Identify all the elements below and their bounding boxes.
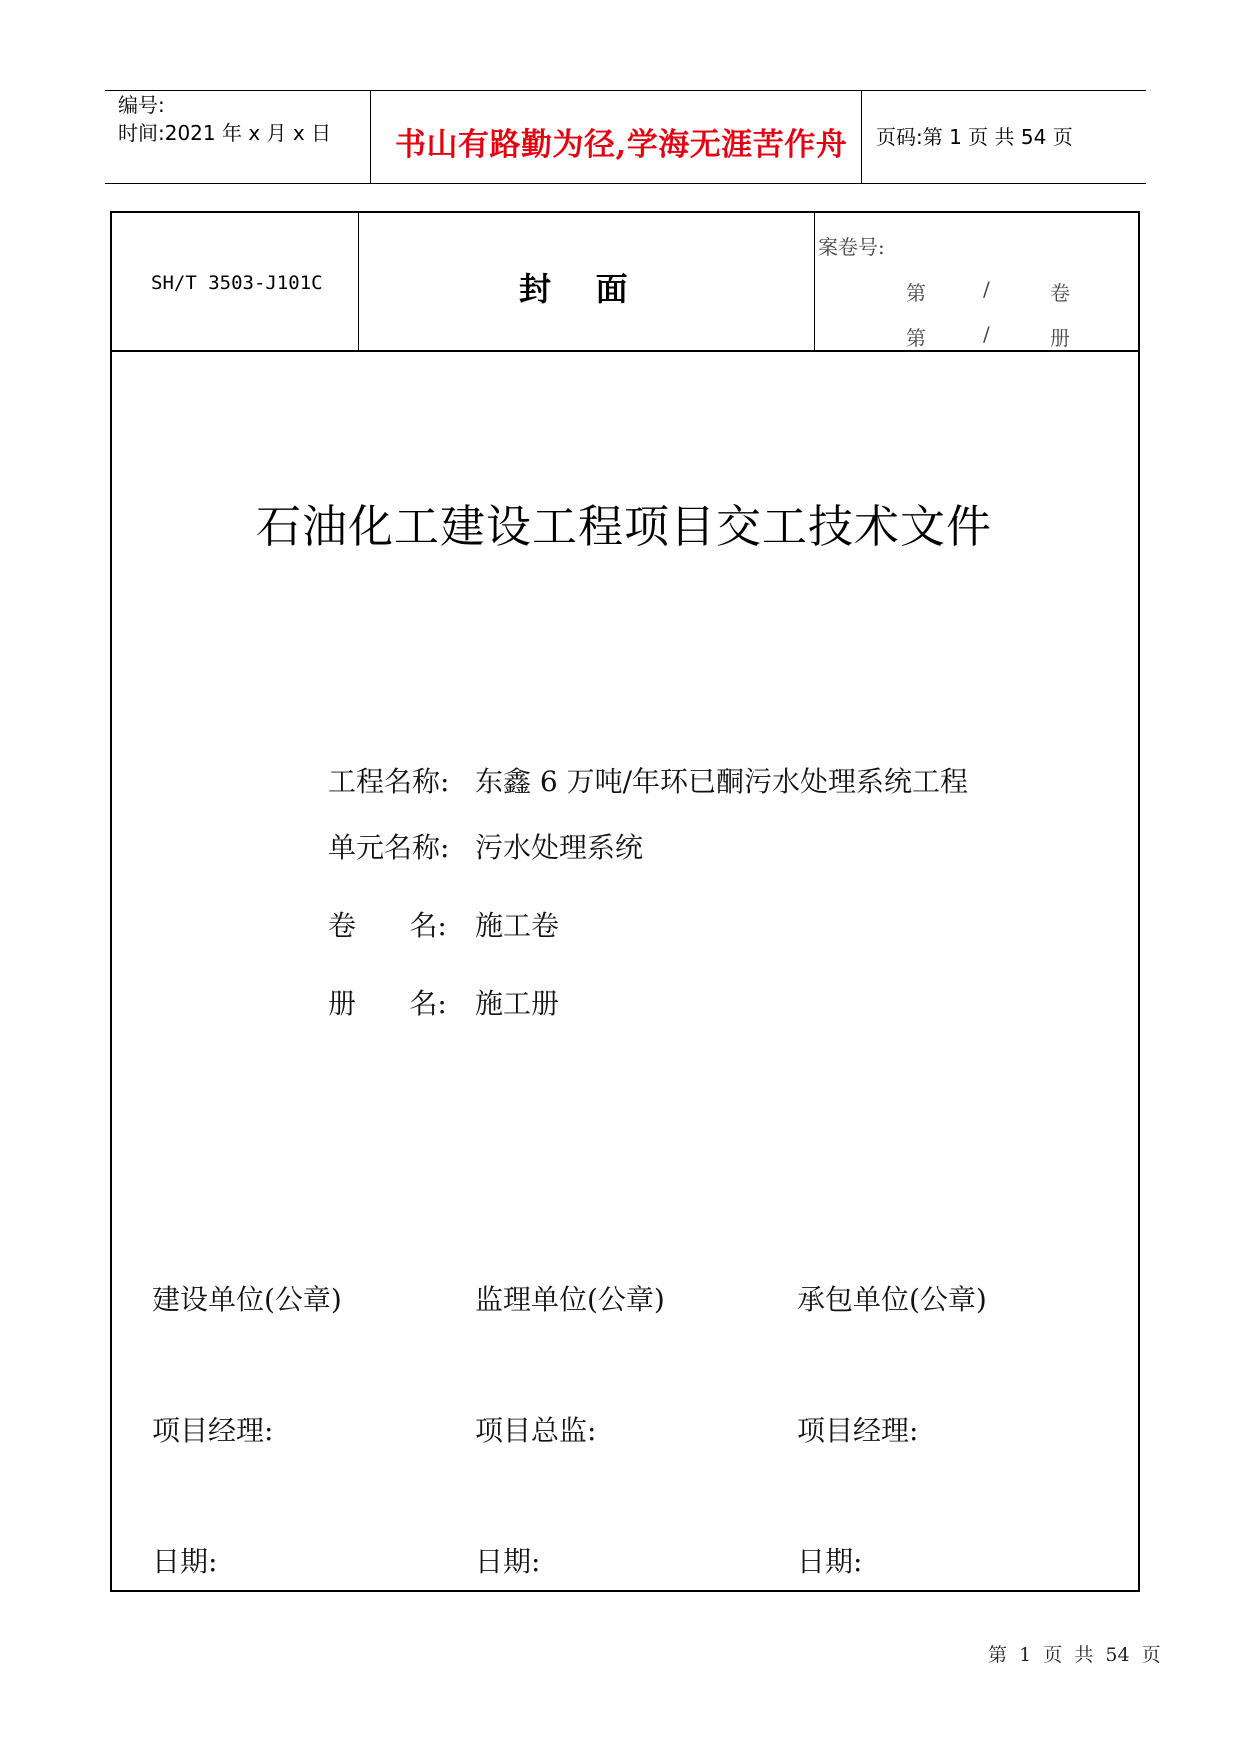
cover-divider-2 bbox=[814, 211, 815, 351]
page-info: 页码:第 1 页 共 54 页 bbox=[876, 125, 1073, 149]
owner-date: 日期: bbox=[152, 1545, 218, 1578]
date-line: 时间:2021 年 x 月 x 日 bbox=[118, 121, 332, 145]
project-name-value: 东鑫 6 万吨/年环已酮污水处理系统工程 bbox=[475, 765, 969, 798]
header-top-rule bbox=[105, 90, 1146, 91]
cover-divider-1 bbox=[358, 211, 359, 351]
contractor-unit-seal: 承包单位(公章) bbox=[797, 1283, 987, 1316]
cover-frame bbox=[110, 211, 1140, 1592]
cover-label: 封 面 bbox=[519, 270, 628, 308]
serial-label: 编号: bbox=[118, 93, 165, 117]
book-name-label: 册 名: bbox=[328, 987, 447, 1020]
chief-supervisor: 项目总监: bbox=[475, 1414, 597, 1447]
motto: 书山有路勤为径,学海无涯苦作舟 bbox=[395, 127, 848, 163]
volume-suffix: 卷 bbox=[1050, 281, 1070, 305]
book-slash: / bbox=[983, 322, 990, 346]
document-code: SH/T 3503-J101C bbox=[151, 272, 323, 294]
unit-name-label: 单元名称: bbox=[328, 831, 450, 864]
cover-header-rule bbox=[110, 350, 1140, 352]
volume-name-value: 施工卷 bbox=[475, 909, 560, 942]
supervisor-unit-seal: 监理单位(公章) bbox=[475, 1283, 665, 1316]
header-divider-2 bbox=[861, 90, 862, 184]
contractor-project-manager: 项目经理: bbox=[797, 1414, 919, 1447]
unit-name-value: 污水处理系统 bbox=[475, 831, 644, 864]
book-suffix: 册 bbox=[1050, 326, 1070, 350]
supervisor-date: 日期: bbox=[475, 1545, 541, 1578]
page-footer: 第 1 页 共 54 页 bbox=[988, 1644, 1161, 1666]
contractor-date: 日期: bbox=[797, 1545, 863, 1578]
header-bottom-rule bbox=[105, 183, 1146, 184]
volume-slash: / bbox=[983, 277, 990, 301]
project-name-label: 工程名称: bbox=[328, 765, 450, 798]
volume-prefix: 第 bbox=[906, 281, 926, 305]
book-prefix: 第 bbox=[906, 326, 926, 350]
owner-unit-seal: 建设单位(公章) bbox=[152, 1283, 342, 1316]
owner-project-manager: 项目经理: bbox=[152, 1414, 274, 1447]
volume-name-label: 卷 名: bbox=[328, 909, 447, 942]
archive-number-label: 案卷号: bbox=[818, 235, 885, 259]
main-title: 石油化工建设工程项目交工技术文件 bbox=[256, 500, 993, 553]
book-name-value: 施工册 bbox=[475, 987, 560, 1020]
header-divider-1 bbox=[370, 90, 371, 184]
